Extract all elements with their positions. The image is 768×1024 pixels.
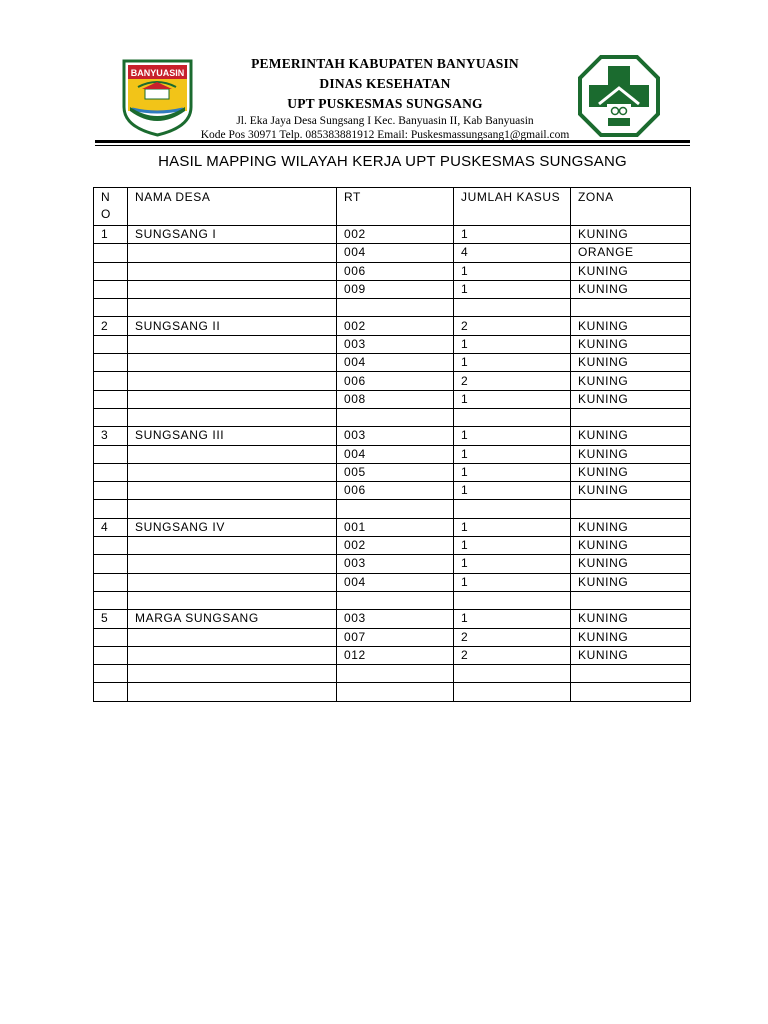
cell-rt: 003 (337, 610, 454, 628)
table-row (94, 482, 691, 500)
cell-jumlah-kasus: 1 (454, 262, 571, 280)
table-row (94, 610, 691, 628)
table-row (94, 372, 691, 390)
cell-jumlah-kasus: 1 (454, 390, 571, 408)
cell-nama-desa (128, 555, 337, 573)
cell-jumlah-kasus (454, 299, 571, 317)
cell-nama-desa (128, 408, 337, 426)
cell-rt: 004 (337, 354, 454, 372)
cell-rt: 001 (337, 518, 454, 536)
table-row (94, 646, 691, 664)
cell-jumlah-kasus: 1 (454, 555, 571, 573)
cell-nama-desa (128, 354, 337, 372)
cell-zona (571, 500, 691, 518)
cell-no (94, 500, 128, 518)
cell-zona: KUNING (571, 317, 691, 335)
cell-nama-desa (128, 299, 337, 317)
table-row (94, 317, 691, 335)
cell-nama-desa (128, 463, 337, 481)
cell-no (94, 646, 128, 664)
cell-rt (337, 683, 454, 701)
cell-zona: KUNING (571, 280, 691, 298)
cell-no (94, 390, 128, 408)
cell-nama-desa (128, 683, 337, 701)
cell-nama-desa (128, 445, 337, 463)
cell-jumlah-kasus: 1 (454, 280, 571, 298)
cell-nama-desa (128, 244, 337, 262)
government-name: PEMERINTAH KABUPATEN BANYUASIN (251, 56, 519, 71)
cell-zona: KUNING (571, 463, 691, 481)
cell-zona: KUNING (571, 573, 691, 591)
table-header-row (94, 188, 691, 226)
cell-zona: KUNING (571, 427, 691, 445)
cell-zona: KUNING (571, 354, 691, 372)
cell-nama-desa (128, 537, 337, 555)
cell-rt: 012 (337, 646, 454, 664)
cell-no: 1 (94, 226, 128, 244)
cell-no: 2 (94, 317, 128, 335)
header-rule-thick (95, 140, 690, 143)
table-row (94, 280, 691, 298)
cell-zona: KUNING (571, 262, 691, 280)
cell-nama-desa (128, 390, 337, 408)
cell-zona (571, 591, 691, 609)
cell-no (94, 573, 128, 591)
cell-zona (571, 683, 691, 701)
table-row (94, 518, 691, 536)
cell-jumlah-kasus: 2 (454, 372, 571, 390)
cell-rt (337, 408, 454, 426)
header-rule-thin (95, 145, 690, 146)
cell-no (94, 482, 128, 500)
cell-zona: KUNING (571, 518, 691, 536)
cell-zona: KUNING (571, 628, 691, 646)
cell-no (94, 244, 128, 262)
cell-jumlah-kasus (454, 591, 571, 609)
cell-jumlah-kasus (454, 500, 571, 518)
cell-rt: 009 (337, 280, 454, 298)
table-row (94, 555, 691, 573)
cell-rt: 003 (337, 335, 454, 353)
cell-nama-desa: SUNGSANG IV (128, 518, 337, 536)
cell-no (94, 408, 128, 426)
cell-zona (571, 408, 691, 426)
cell-no (94, 665, 128, 683)
emblem-text: BANYUASIN (130, 68, 185, 78)
cell-zona: ORANGE (571, 244, 691, 262)
table-row (94, 591, 691, 609)
table-row (94, 408, 691, 426)
cell-no (94, 354, 128, 372)
table-row (94, 500, 691, 518)
cell-nama-desa: SUNGSANG III (128, 427, 337, 445)
cell-rt: 002 (337, 317, 454, 335)
cell-no (94, 372, 128, 390)
cell-jumlah-kasus: 1 (454, 482, 571, 500)
cell-zona: KUNING (571, 646, 691, 664)
cell-no (94, 463, 128, 481)
header-rt: RT (337, 188, 454, 226)
cell-nama-desa: MARGA SUNGSANG (128, 610, 337, 628)
cell-zona: KUNING (571, 482, 691, 500)
cell-no (94, 628, 128, 646)
health-center-name: UPT PUSKESMAS SUNGSANG (287, 96, 483, 111)
table-row (94, 299, 691, 317)
cell-rt: 006 (337, 482, 454, 500)
table-row (94, 445, 691, 463)
cell-no: 3 (94, 427, 128, 445)
address-line: Jl. Eka Jaya Desa Sungsang I Kec. Banyuasin II, Kab Banyuasin (236, 115, 534, 127)
cell-nama-desa (128, 482, 337, 500)
cell-zona: KUNING (571, 335, 691, 353)
banyuasin-emblem-icon (120, 57, 195, 137)
cell-jumlah-kasus (454, 683, 571, 701)
table-row (94, 390, 691, 408)
cell-nama-desa (128, 500, 337, 518)
cell-zona (571, 665, 691, 683)
cell-nama-desa (128, 335, 337, 353)
cell-rt (337, 299, 454, 317)
table-row (94, 628, 691, 646)
cell-rt: 004 (337, 573, 454, 591)
cell-rt: 004 (337, 244, 454, 262)
table-row (94, 537, 691, 555)
header-nama-desa: NAMA DESA (128, 188, 337, 226)
puskesmas-logo-icon (577, 54, 661, 138)
cell-zona (571, 299, 691, 317)
mapping-table (93, 187, 691, 702)
table-row (94, 335, 691, 353)
cell-no (94, 591, 128, 609)
cell-jumlah-kasus: 1 (454, 335, 571, 353)
cell-rt: 007 (337, 628, 454, 646)
cell-nama-desa (128, 372, 337, 390)
cell-nama-desa (128, 628, 337, 646)
cell-rt (337, 591, 454, 609)
cell-zona: KUNING (571, 610, 691, 628)
cell-nama-desa (128, 665, 337, 683)
table-row (94, 244, 691, 262)
organization-header (190, 54, 580, 142)
cell-jumlah-kasus: 4 (454, 244, 571, 262)
table-row (94, 463, 691, 481)
cell-zona: KUNING (571, 537, 691, 555)
header-zona: ZONA (571, 188, 691, 226)
table-row (94, 683, 691, 701)
cell-no (94, 683, 128, 701)
cell-rt: 008 (337, 390, 454, 408)
cell-jumlah-kasus: 2 (454, 317, 571, 335)
cell-rt: 006 (337, 372, 454, 390)
cell-rt: 003 (337, 555, 454, 573)
contact-line: Kode Pos 30971 Telp. 085383881912 Email: Puskesmassungsang1@gmail.com (200, 129, 570, 141)
cell-rt: 003 (337, 427, 454, 445)
cell-no (94, 335, 128, 353)
cell-nama-desa (128, 573, 337, 591)
cell-jumlah-kasus (454, 408, 571, 426)
table-row (94, 262, 691, 280)
cell-jumlah-kasus: 1 (454, 445, 571, 463)
cell-no (94, 445, 128, 463)
cell-no (94, 262, 128, 280)
table-row (94, 573, 691, 591)
cell-jumlah-kasus: 1 (454, 518, 571, 536)
cell-jumlah-kasus: 1 (454, 226, 571, 244)
cell-zona: KUNING (571, 390, 691, 408)
cell-no: 4 (94, 518, 128, 536)
cell-no (94, 537, 128, 555)
cell-no (94, 555, 128, 573)
cell-nama-desa (128, 262, 337, 280)
header-jumlah-kasus: JUMLAH KASUS (454, 188, 571, 226)
cell-jumlah-kasus: 1 (454, 427, 571, 445)
cell-nama-desa: SUNGSANG I (128, 226, 337, 244)
cell-rt: 006 (337, 262, 454, 280)
cell-rt: 002 (337, 226, 454, 244)
header-no: N O (94, 188, 128, 226)
table-row (94, 354, 691, 372)
cell-nama-desa (128, 280, 337, 298)
cell-jumlah-kasus: 1 (454, 573, 571, 591)
table-row (94, 665, 691, 683)
cell-nama-desa: SUNGSANG II (128, 317, 337, 335)
cell-rt (337, 665, 454, 683)
cell-jumlah-kasus: 2 (454, 646, 571, 664)
table-row (94, 427, 691, 445)
cell-jumlah-kasus: 1 (454, 610, 571, 628)
cell-jumlah-kasus: 1 (454, 463, 571, 481)
cell-rt: 002 (337, 537, 454, 555)
cell-no: 5 (94, 610, 128, 628)
cell-zona: KUNING (571, 445, 691, 463)
cell-rt (337, 500, 454, 518)
cell-rt: 004 (337, 445, 454, 463)
cell-nama-desa (128, 591, 337, 609)
letterhead (95, 50, 690, 140)
cell-jumlah-kasus: 1 (454, 354, 571, 372)
cell-jumlah-kasus: 2 (454, 628, 571, 646)
cell-no (94, 299, 128, 317)
cell-zona: KUNING (571, 555, 691, 573)
document-title: HASIL MAPPING WILAYAH KERJA UPT PUSKESMAS SUNGSANG (158, 153, 627, 170)
cell-jumlah-kasus (454, 665, 571, 683)
cell-zona: KUNING (571, 372, 691, 390)
department-name: DINAS KESEHATAN (319, 76, 451, 91)
cell-jumlah-kasus: 1 (454, 537, 571, 555)
table-row (94, 226, 691, 244)
cell-nama-desa (128, 646, 337, 664)
cell-no (94, 280, 128, 298)
cell-zona: KUNING (571, 226, 691, 244)
cell-rt: 005 (337, 463, 454, 481)
